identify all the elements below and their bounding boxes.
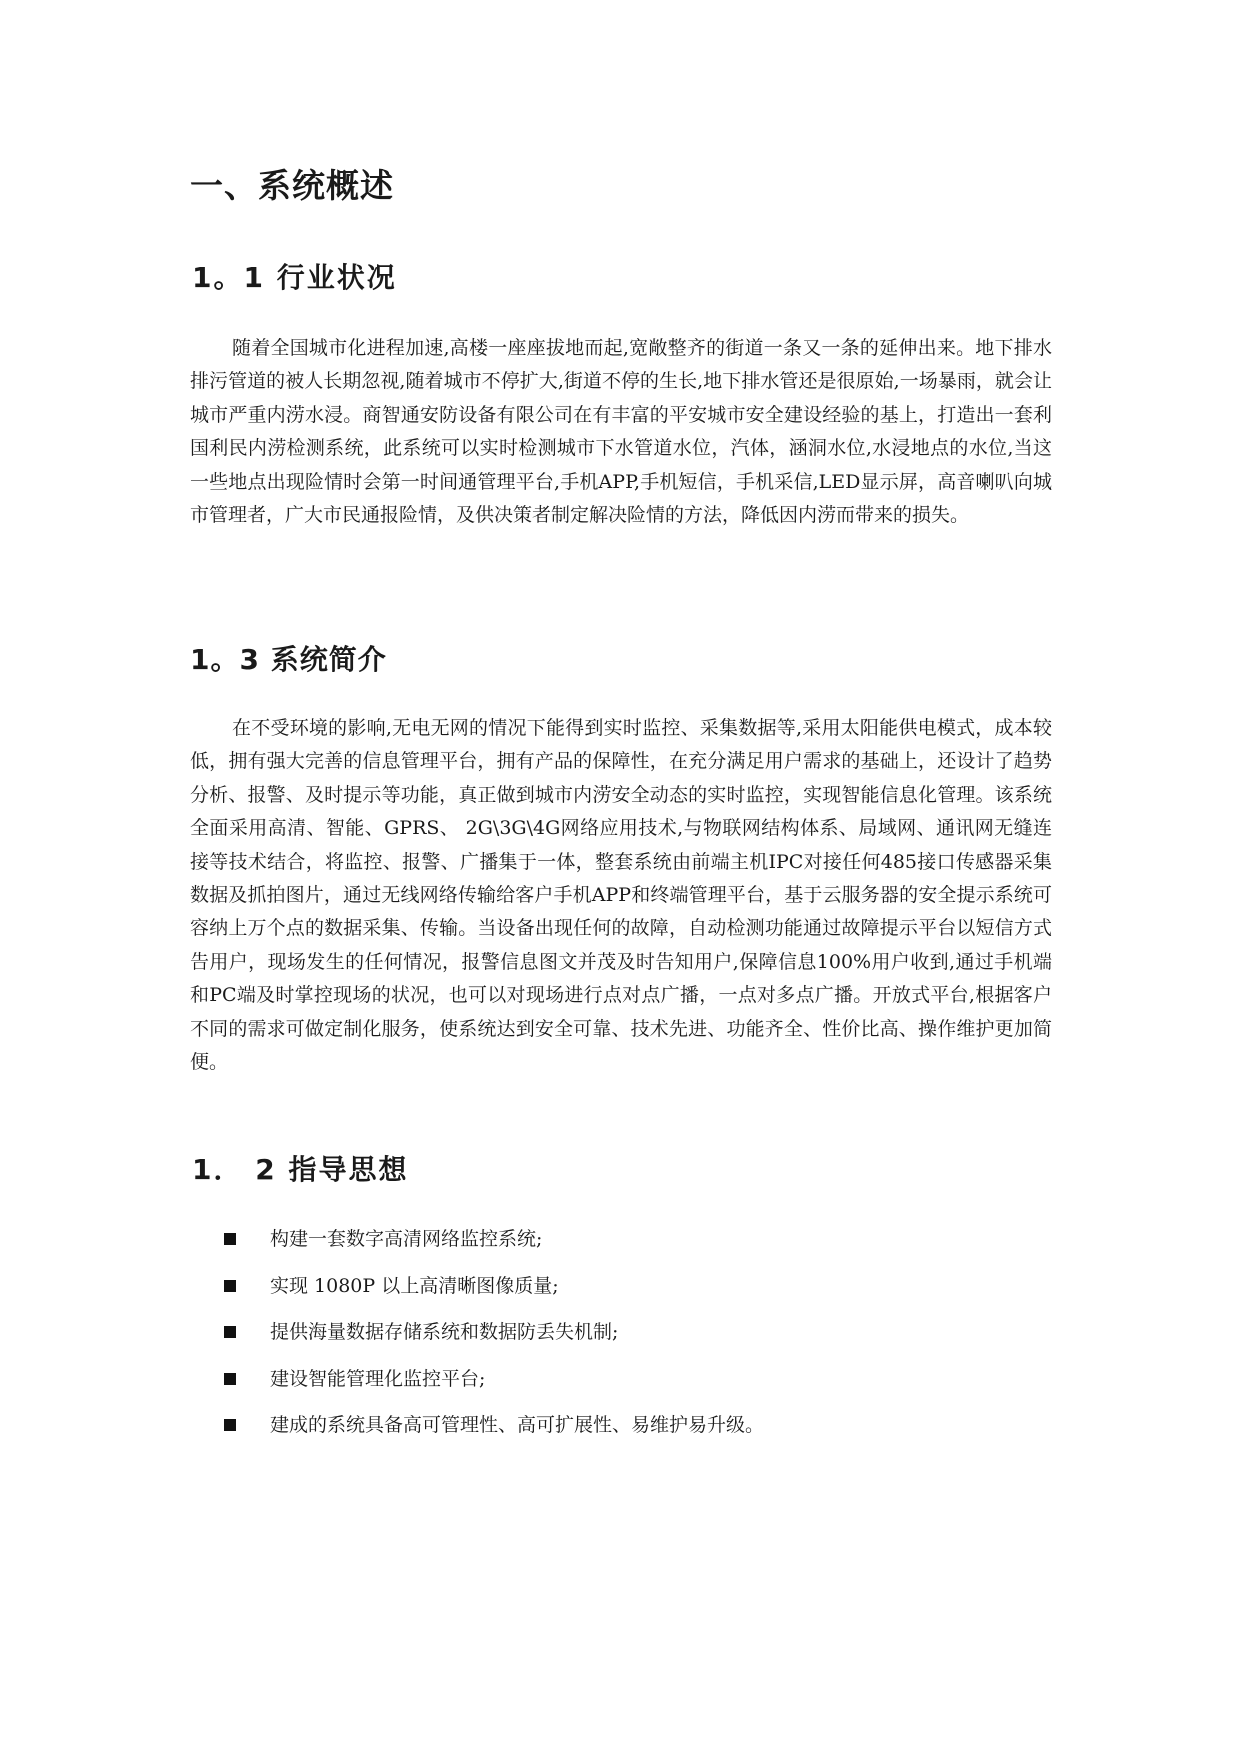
section-heading-industry-status: 1。1 行业状况: [192, 261, 397, 294]
square-bullet-icon: [224, 1419, 236, 1431]
list-item-text: 建成的系统具备高可管理性、高可扩展性、易维护易升级。: [270, 1414, 765, 1436]
document-title: 一、系统概述: [190, 166, 394, 205]
section-paragraph-industry-status: 随着全国城市化进程加速,高楼一座座拔地而起,宽敞整齐的街道一条又一条的延伸出来。地下排水排污管道的被人长期忽视,随着城市不停扩大,街道不停的生长,地下排水管还是很原始,一场暴雨，就会让城市严重内涝水浸。商智通安防设备有限公司在有丰富的平安城市安全建设经验的基上，打造出一套利国利民内涝检测系统，此系统可以实时检测城市下水管道水位，汽体，涵洞水位,水浸地点的水位,当这一些地点出现险情时会第一时间通管理平台,手机APP,手机短信，手机采信,LED显示屏，高音喇叭向城市管理者，广大市民通报险情，及供决策者制定解决险情的方法，降低因内涝而带来的损失。: [190, 337, 1052, 527]
list-item: [224, 1364, 764, 1411]
section-heading-guiding-ideas: 1． 2 指导思想: [192, 1153, 409, 1186]
list-item-text: 构建一套数字高清网络监控系统;: [270, 1228, 543, 1250]
square-bullet-icon: [224, 1280, 236, 1292]
square-bullet-icon: [224, 1326, 236, 1338]
square-bullet-icon: [224, 1373, 236, 1385]
guiding-ideas-list: [224, 1224, 764, 1457]
list-item-text: 提供海量数据存储系统和数据防丢失机制;: [270, 1321, 619, 1343]
section-heading-system-intro: 1。3 系统简介: [190, 643, 387, 676]
list-item: [224, 1271, 764, 1318]
list-item-text: 建设智能管理化监控平台;: [270, 1367, 486, 1390]
section-paragraph-system-intro: 在不受环境的影响,无电无网的情况下能得到实时监控、采集数据等,采用太阳能供电模式，成本较低，拥有强大完善的信息管理平台，拥有产品的保障性，在充分满足用户需求的基础上，还设计了趋势分析、报警、及时提示等功能，真正做到城市内涝安全动态的实时监控，实现智能信息化管理。该系统全面采用高清、智能、GPRS、 2G\3G\4G网络应用技术,与物联网结构体系、局域网、通讯网无缝连接等技术结合，将监控、报警、广播集于一体，整套系统由前端主机IPC对接任何485接口传感器采集数据及抓拍图片，通过无线网络传输给客户手机APP和终端管理平台，基于云服务器的安全提示系统可容纳上万个点的数据采集、传输。当设备出现任何的故障，自动检测功能通过故障提示平台以短信方式告用户，现场发生的任何情况，报警信息图文并茂及时告知用户,保障信息100%用户收到,通过手机端和PC端及时掌控现场的状况，也可以对现场进行点对点广播，一点对多点广播。开放式平台,根据客户不同的需求可做定制化服务，使系统达到安全可靠、技术先进、功能齐全、性价比高、操作维护更加简便。: [190, 717, 1052, 1074]
square-bullet-icon: [224, 1233, 236, 1245]
list-item: [224, 1410, 764, 1457]
list-item: [224, 1317, 764, 1364]
list-item-text: 实现 1080P 以上高清晰图像质量;: [270, 1274, 559, 1297]
list-item: [224, 1224, 764, 1271]
